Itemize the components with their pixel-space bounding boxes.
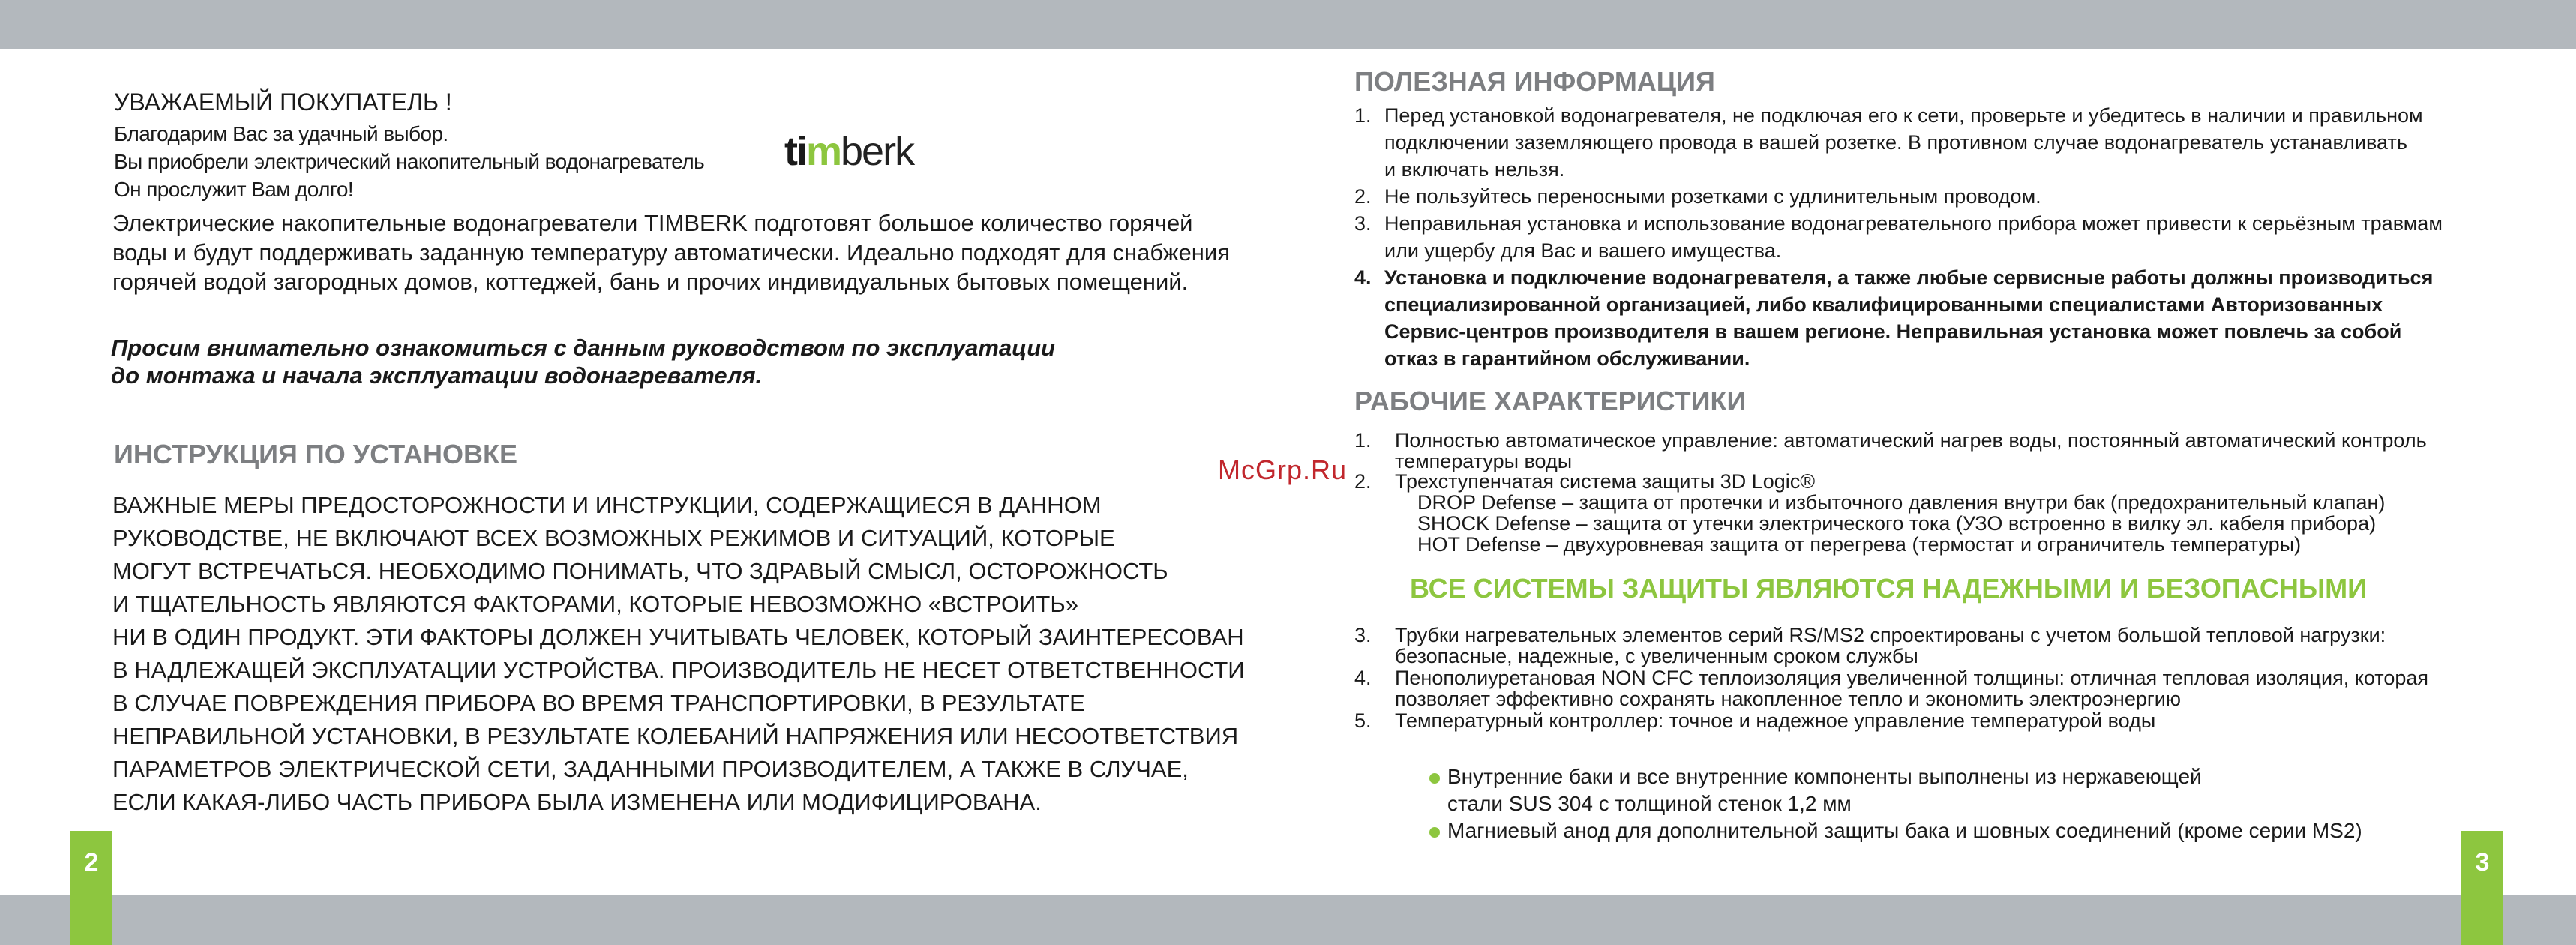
protection-tagline: ВСЕ СИСТЕМЫ ЗАЩИТЫ ЯВЛЯЮТСЯ НАДЕЖНЫМИ И БЕЗОПАСНЫМИ <box>1410 573 2367 604</box>
warning-line: НЕПРАВИЛЬНОЙ УСТАНОВКИ, В РЕЗУЛЬТАТЕ КОЛЕБАНИЙ НАПРЯЖЕНИЯ ИЛИ НЕСООТВЕТСТВИЯ <box>112 723 1239 749</box>
item-line: и включать нельзя. <box>1384 158 1565 181</box>
spec-item <box>1354 471 2479 492</box>
item-line: Сервис-центров производителя в вашем регионе. Неправильная установка может повлечь за собой <box>1384 320 2402 343</box>
please-read-notice <box>111 334 1055 389</box>
item-line: Температурный контроллер: точное и надежное управление температурой воды <box>1395 710 2156 732</box>
item-number: 2. <box>1354 185 1372 208</box>
timberk-logo <box>784 129 913 174</box>
thanks-line: Вы приобрели электрический накопительный водонагреватель <box>114 150 705 173</box>
bullet-dot-icon <box>1429 773 1440 784</box>
item-line: или ущербу для Вас и вашего имущества. <box>1384 239 1782 262</box>
bullet-line: стали SUS 304 с толщиной стенок 1,2 мм <box>1447 792 1852 815</box>
page-number-right: 3 <box>2461 831 2503 945</box>
item-line: позволяет эффективно сохранять накопленное тепло и экономить электроэнергию <box>1395 688 2182 710</box>
spec-item <box>1354 430 2479 472</box>
item-line: Не пользуйтесь переносными розетками с удлинительным проводом. <box>1384 185 2041 208</box>
hot-defense-line: HOT Defense – двухуровневая защита от перегрева (термостат и ограничитель температуры) <box>1417 533 2302 556</box>
useful-info-heading: ПОЛЕЗНАЯ ИНФОРМАЦИЯ <box>1354 66 1715 97</box>
installation-heading: ИНСТРУКЦИЯ ПО УСТАНОВКЕ <box>114 439 517 470</box>
item-number: 3. <box>1354 624 1372 646</box>
please-line: до монтажа и начала эксплуатации водонагревателя. <box>111 362 763 388</box>
item-number: 4. <box>1354 266 1372 289</box>
spec-item <box>1354 668 2479 710</box>
item-line: Трубки нагревательных элементов серий RS/MS2 спроектированы с учетом большой тепловой нагрузки: <box>1395 624 2386 646</box>
spec-item <box>1354 625 2479 667</box>
thanks-line: Он прослужит Вам долго! <box>114 178 354 201</box>
bullet-item <box>1429 818 2494 844</box>
item-number: 1. <box>1354 104 1372 127</box>
intro-line: горячей водой загородных домов, коттеджей, бань и прочих индивидуальных бытовых помещений. <box>112 268 1189 295</box>
bullet-line: Магниевый анод для дополнительной защиты бака и шовных соединений (кроме серии MS2) <box>1447 819 2362 842</box>
warning-line: ЕСЛИ КАКАЯ-ЛИБО ЧАСТЬ ПРИБОРА БЫЛА ИЗМЕНЕНА ИЛИ МОДИФИЦИРОВАНА. <box>112 789 1042 815</box>
item-number: 3. <box>1354 212 1372 235</box>
list-item <box>1354 102 2479 183</box>
logo-part: berk <box>841 129 914 174</box>
warning-line: ВАЖНЫЕ МЕРЫ ПРЕДОСТОРОЖНОСТИ И ИНСТРУКЦИИ, СОДЕРЖАЩИЕСЯ В ДАННОМ <box>112 492 1102 518</box>
page-number-left: 2 <box>70 831 112 945</box>
item-line: подключении заземляющего провода в вашей розетке. В противном случае водонагреватель устанавливать <box>1384 131 2407 154</box>
item-line: безопасные, надежные, с увеличенным сроком службы <box>1395 645 1918 668</box>
shock-defense-line: SHOCK Defense – защита от утечки электрического тока (УЗО встроенно в вилку эл. кабеля прибора) <box>1417 512 2377 535</box>
warning-line: РУКОВОДСТВЕ, НЕ ВКЛЮЧАЮТ ВСЕХ ВОЗМОЖНЫХ РЕЖИМОВ И СИТУАЦИЙ, КОТОРЫЕ <box>112 525 1115 551</box>
spec-item <box>1354 710 2479 731</box>
item-line: Установка и подключение водонагревателя, а также любые сервисные работы должны производиться <box>1384 266 2434 289</box>
greeting-heading: УВАЖАЕМЫЙ ПОКУПАТЕЛЬ ! <box>114 88 452 116</box>
list-item <box>1354 210 2479 264</box>
intro-line: Электрические накопительные водонагреватели TIMBERK подготовят большое количество горячей <box>112 210 1193 236</box>
bullet-dot-icon <box>1429 827 1440 838</box>
drop-defense-line: DROP Defense – защита от протечки и избыточного давления внутри бак (предохранительный клапан) <box>1417 491 2386 514</box>
safety-warning <box>112 489 1282 819</box>
logo-part-accent: m <box>806 129 841 174</box>
top-band <box>0 0 2576 50</box>
item-line: Неправильная установка и использование водонагревательного прибора может привести к серьёзным травмам <box>1384 212 2443 235</box>
warning-line: ПАРАМЕТРОВ ЭЛЕКТРИЧЕСКОЙ СЕТИ, ЗАДАННЫМИ ПРОИЗВОДИТЕЛЕМ, А ТАКЖЕ В СЛУЧАЕ, <box>112 756 1189 782</box>
item-number: 5. <box>1354 710 1372 732</box>
list-item <box>1354 183 2479 210</box>
intro-paragraph <box>112 208 1252 296</box>
item-line: отказ в гарантийном обслуживании. <box>1384 347 1750 370</box>
feature-bullets <box>1429 764 2494 844</box>
item-line: Трехступенчатая система защиты 3D Logic® <box>1395 470 1816 493</box>
please-line: Просим внимательно ознакомиться с данным руководством по эксплуатации <box>111 334 1056 361</box>
specs-heading: РАБОЧИЕ ХАРАКТЕРИСТИКИ <box>1354 386 1747 416</box>
useful-info-list <box>1354 102 2479 372</box>
list-item <box>1354 264 2479 372</box>
warning-line: И ТЩАТЕЛЬНОСТЬ ЯВЛЯЮТСЯ ФАКТОРАМИ, КОТОРЫЕ НЕВОЗМОЖНО «ВСТРОИТЬ» <box>112 591 1078 617</box>
thanks-text <box>114 120 704 203</box>
bullet-item <box>1429 764 2494 818</box>
bottom-band <box>0 895 2576 945</box>
warning-line: МОГУТ ВСТРЕЧАТЬСЯ. НЕОБХОДИМО ПОНИМАТЬ, ЧТО ЗДРАВЫЙ СМЫСЛ, ОСТОРОЖНОСТЬ <box>112 558 1168 584</box>
item-number: 4. <box>1354 667 1372 689</box>
warning-line: В СЛУЧАЕ ПОВРЕЖДЕНИЯ ПРИБОРА ВО ВРЕМЯ ТРАНСПОРТИРОВКИ, В РЕЗУЛЬТАТЕ <box>112 690 1085 716</box>
item-line: температуры воды <box>1395 450 1573 472</box>
item-line: специализированной организацией, либо квалифицированными специалистами Авторизованных <box>1384 293 2383 316</box>
item-line: Полностью автоматическое управление: автоматический нагрев воды, постоянный автоматический контроль <box>1395 429 2427 452</box>
thanks-line: Благодарим Вас за удачный выбор. <box>114 122 448 146</box>
logo-part: ti <box>784 129 806 174</box>
warning-line: В НАДЛЕЖАЩЕЙ ЭКСПЛУАТАЦИИ УСТРОЙСТВА. ПРОИЗВОДИТЕЛЬ НЕ НЕСЕТ ОТВЕТСТВЕННОСТИ <box>112 657 1245 683</box>
bullet-line: Внутренние баки и все внутренние компоненты выполнены из нержавеющей <box>1447 765 2202 788</box>
warning-line: НИ В ОДИН ПРОДУКТ. ЭТИ ФАКТОРЫ ДОЛЖЕН УЧИТЫВАТЬ ЧЕЛОВЕК, КОТОРЫЙ ЗАИНТЕРЕСОВАН <box>112 624 1244 650</box>
item-line: Перед установкой водонагревателя, не подключая его к сети, проверьте и убедитесь в наличии и правильном <box>1384 104 2423 127</box>
item-number: 2. <box>1354 470 1372 493</box>
item-number: 1. <box>1354 429 1372 452</box>
intro-line: воды и будут поддерживать заданную температуру автоматически. Идеально подходят для снабжения <box>112 239 1230 266</box>
item-line: Пенополиуретановая NON CFC теплоизоляция увеличенной толщины: отличная тепловая изоляция, которая <box>1395 667 2428 689</box>
watermark: McGrp.Ru <box>1218 454 1348 485</box>
